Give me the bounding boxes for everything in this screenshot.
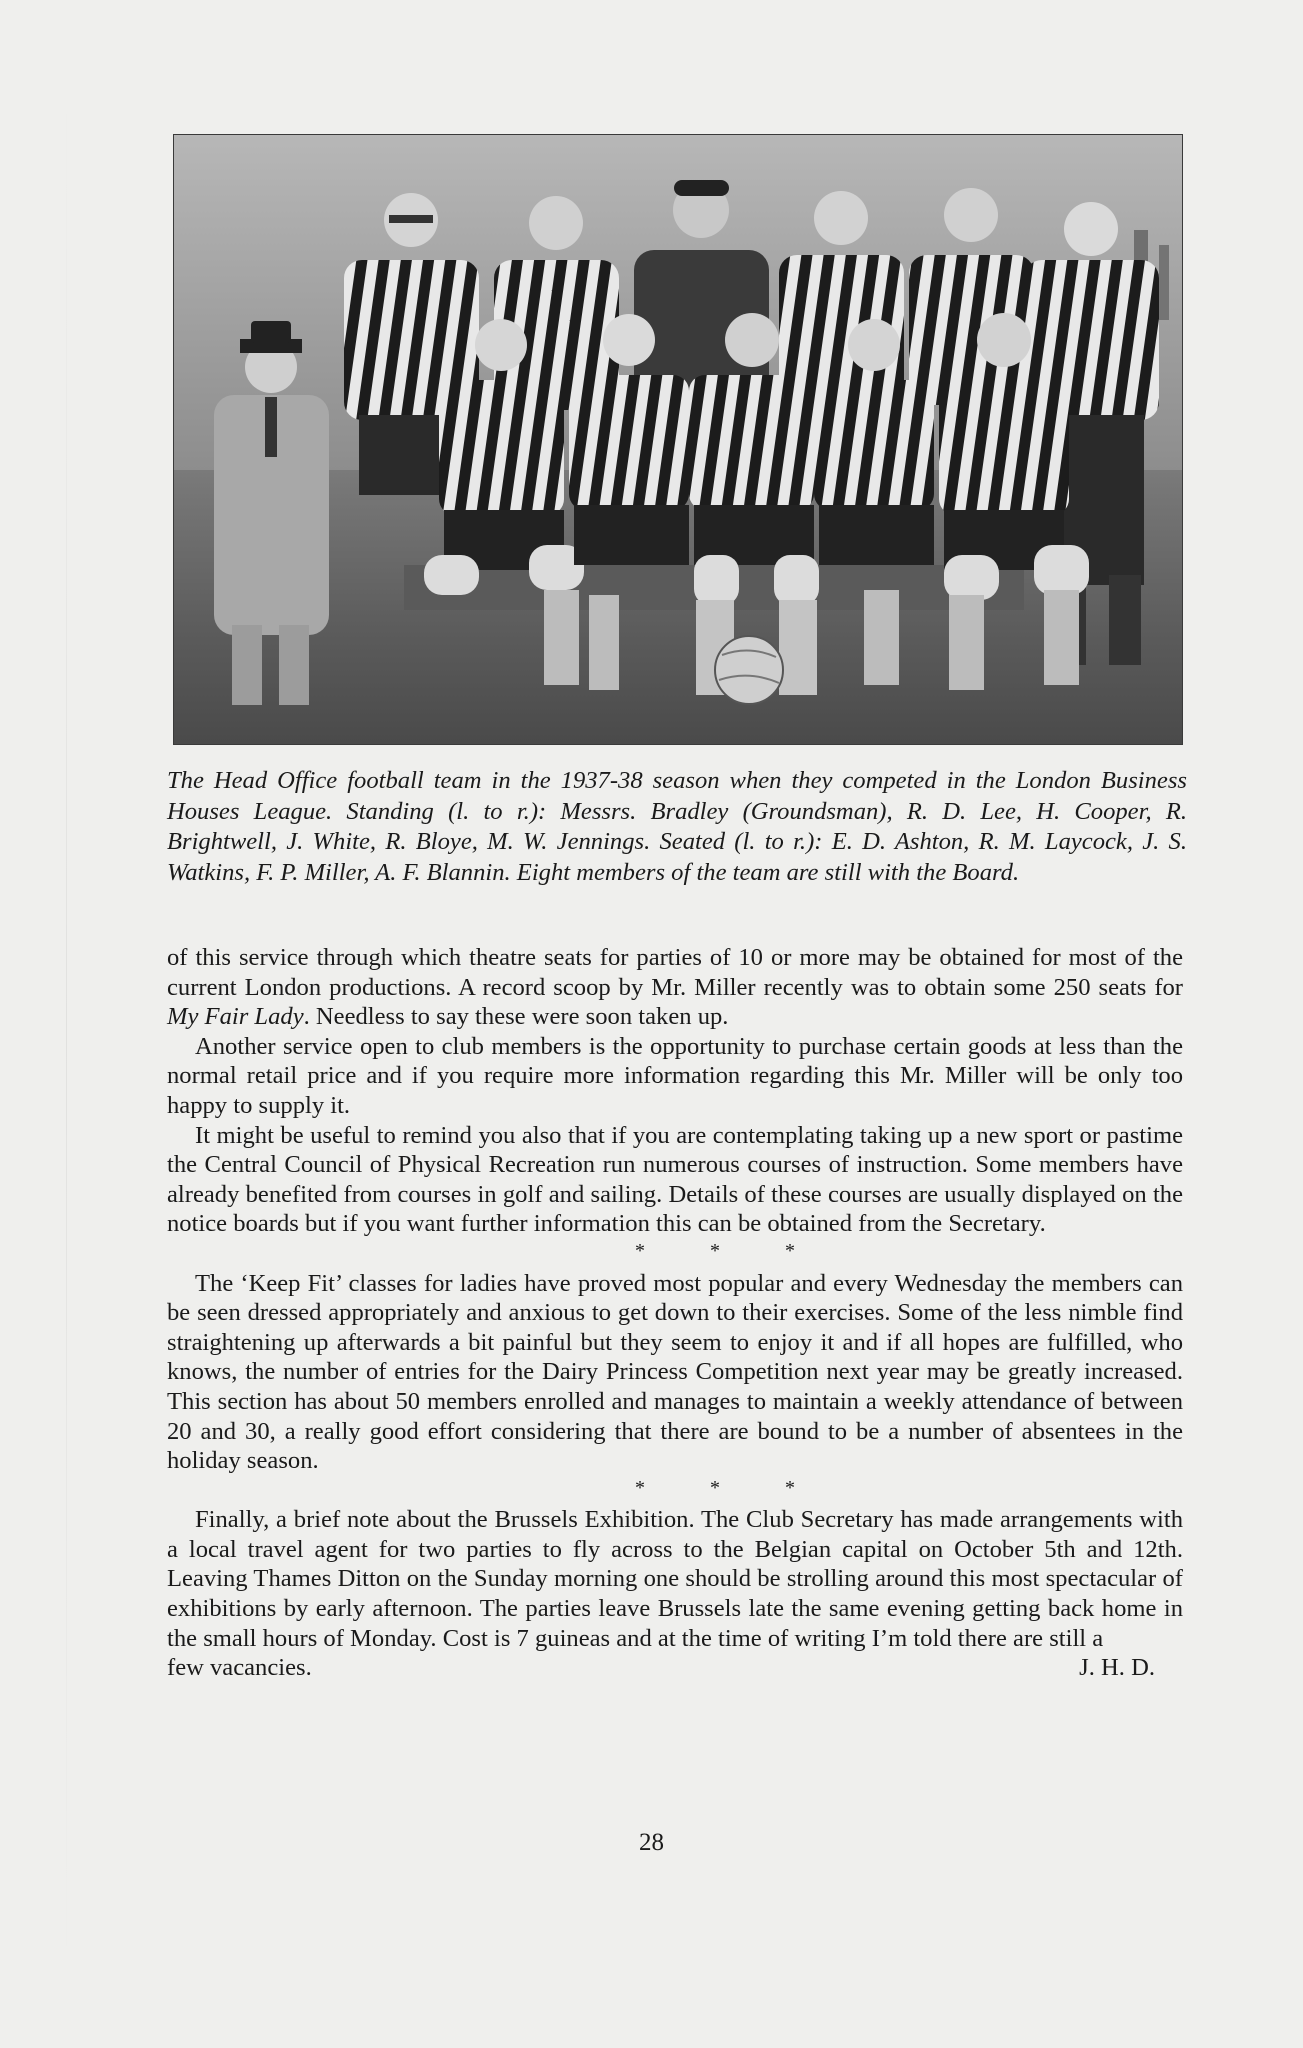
article-body bbox=[167, 943, 1183, 1683]
groundsman-figure bbox=[214, 321, 329, 705]
closing-line bbox=[167, 1653, 1183, 1683]
standing-player-4 bbox=[779, 191, 904, 405]
paragraph-3: It might be useful to remind you also that if you are contemplating taking up a new sport or pastime the Central Council of Physical Recreation run numerous courses of instruction. Some members have already benefited from courses in golf and sailing. Details of these courses are usually displayed on the notice boards but if you want further information this can be obtained from the Secretary. bbox=[167, 1121, 1183, 1238]
page-fold-line bbox=[66, 80, 67, 1980]
football bbox=[715, 636, 783, 704]
photo-caption: The Head Office football team in the 1937-38 season when they competed in the London Business Houses League. Standing (l. to r.): Messrs. Bradley (Groundsman), R. D. Lee, H. Cooper, R. Brightwell, J. White, R. Bloye, M. W. Jennings. Seated (l. to r.): E. D. Ashton, R. M. Laycock, J. S. Watkins, F. P. Miller, A. F. Blannin. Eight members of the team are still with the Board. bbox=[167, 767, 1187, 886]
page-number: 28 bbox=[639, 1829, 664, 1856]
paragraph-1: of this service through which theatre seats for parties of 10 or more may be obtained for most of the current London productions. A record scoop by Mr. Miller recently was to obtain some 250 seats for My Fair Lady. Needless to say these were soon taken up. bbox=[167, 944, 1183, 1031]
team-photograph bbox=[173, 134, 1183, 745]
standing-player-5 bbox=[909, 188, 1034, 405]
paragraph-4: The ‘Keep Fit’ classes for ladies have proved most popular and every Wednesday the members can be seen dressed appropriately and anxious to get down to their exercises. Some of the less nimble find straightening up afterwards a bit painful but they seem to enjoy it and if all hopes are fulfilled, who knows, the number of entries for the Dairy Princess Competition next year may be greatly increased. This section has about 50 members enrolled and manages to maintain a weekly attendance of between 20 and 30, a really good effort considering that there are bound to be a number of absentees in the holiday season. bbox=[167, 1269, 1183, 1475]
section-separator: * * * bbox=[635, 1239, 795, 1262]
paragraph-5: Finally, a brief note about the Brussels Exhibition. The Club Secretary has made arrangements with a local travel agent for two parties to fly across to the Belgian capital on October 5th and 12th. Leaving Thames Ditton on the Sunday morning one should be strolling around this most spectacular of exhibitions by early afternoon. The parties leave Brussels late the same evening getting back home in the small hours of Monday. Cost is 7 guineas and at the time of writing I’m told there are still a bbox=[167, 1506, 1183, 1652]
team-figures-illustration bbox=[174, 135, 1182, 744]
paragraph-5-end: few vacancies. bbox=[167, 1654, 312, 1682]
show-title: My Fair Lady bbox=[167, 1003, 304, 1031]
paragraph-2: Another service open to club members is the opportunity to purchase certain goods at less than the normal retail price and if you require more information regarding this Mr. Miller will be only too happy to supply it. bbox=[167, 1032, 1183, 1119]
section-separator: * * * bbox=[635, 1476, 795, 1499]
author-signature: J. H. D. bbox=[1079, 1654, 1155, 1682]
